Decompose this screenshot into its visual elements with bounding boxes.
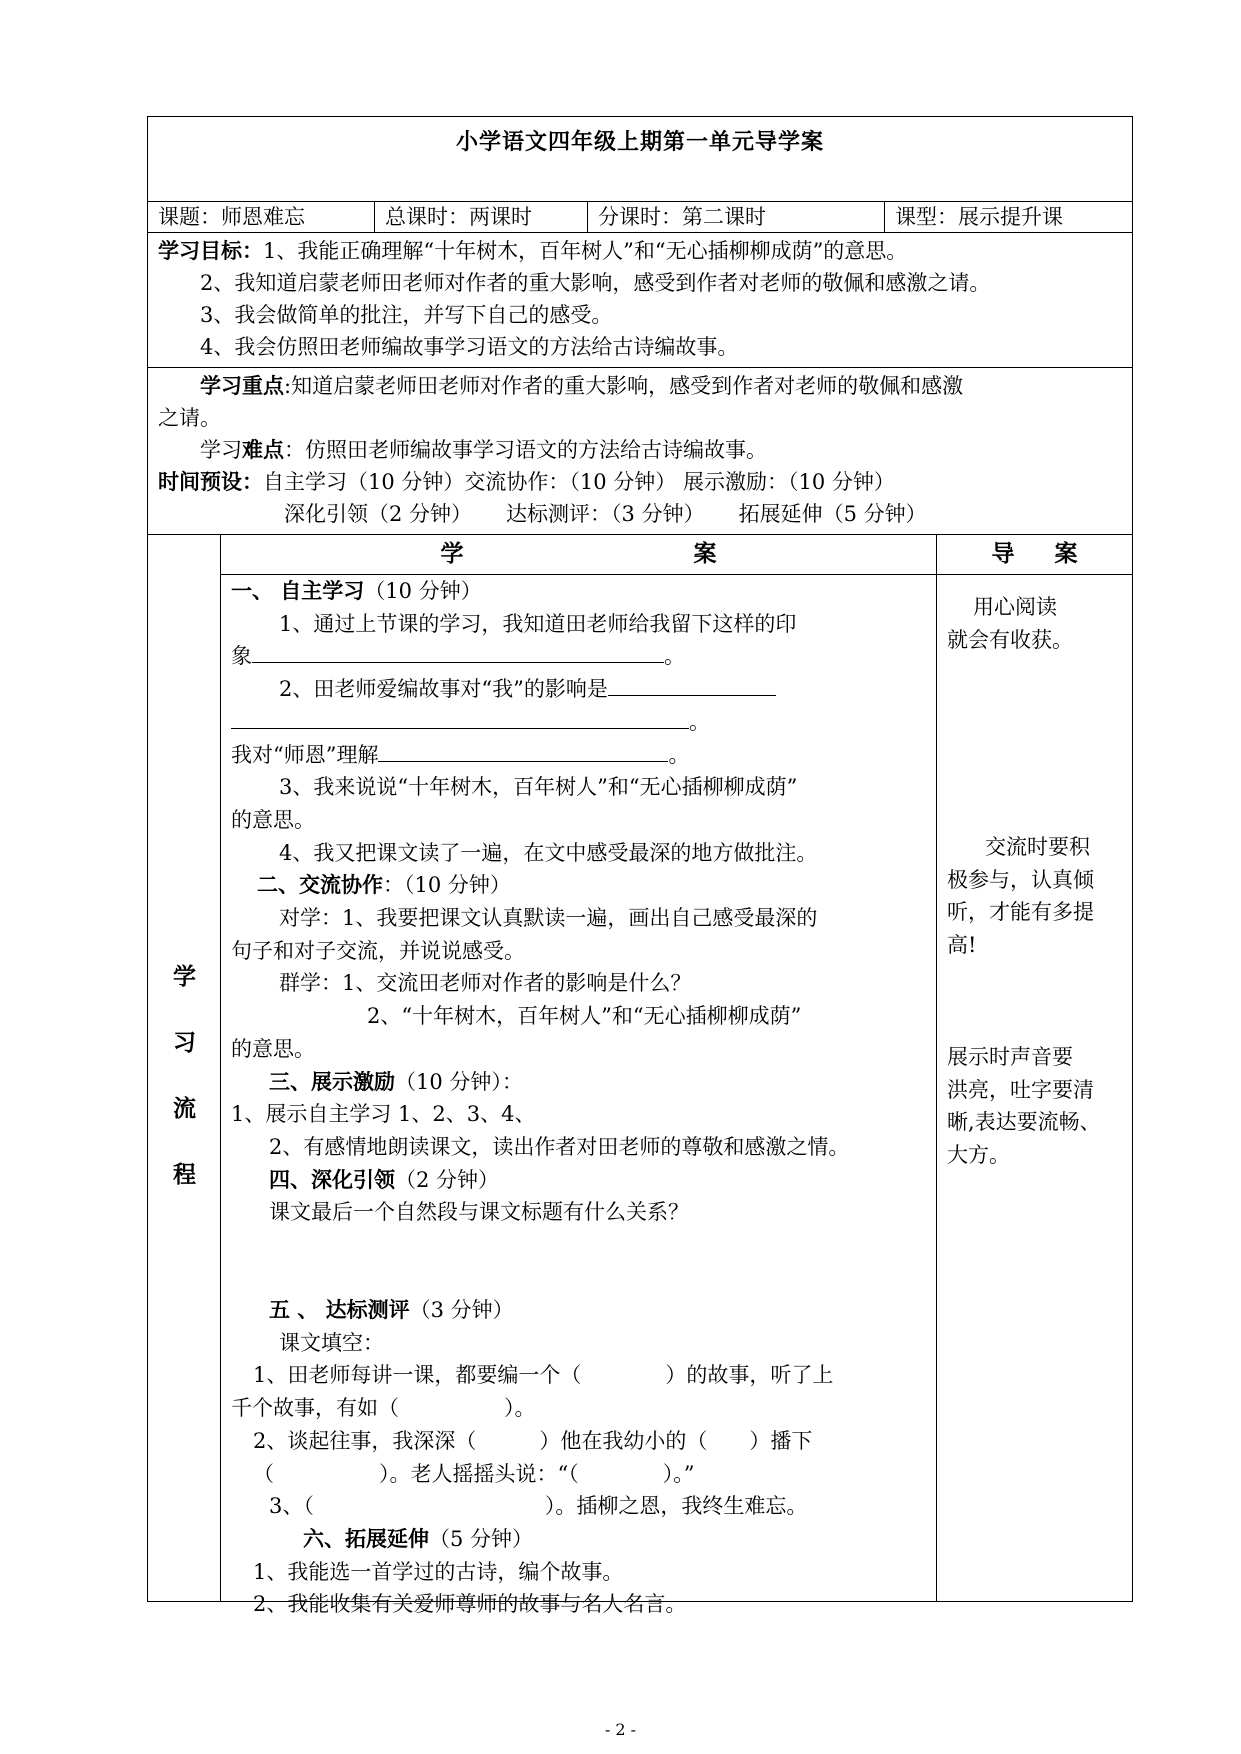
guidance-heading: 导 案 (937, 535, 1132, 575)
type-value: 展示提升课 (958, 205, 1063, 229)
side-char-4: 程 (173, 1161, 196, 1188)
guide-note-3: 展示时声音要 洪亮，吐字要清 晰,表达要流畅、 大方。 (947, 1045, 1101, 1168)
flow-side-label (148, 535, 221, 1601)
goal-line-3: 3、我会做简单的批注，并写下自己的感受。 (200, 303, 613, 327)
topic-value: 师恩难忘 (221, 205, 305, 229)
page-number: - 2 - (604, 1720, 637, 1739)
section-4-heading: 四、深化引领（2 分钟） (269, 1166, 500, 1192)
key-label: 学习重点 (200, 373, 284, 398)
split-value: 第二课时 (682, 205, 766, 229)
time-label: 时间预设： (158, 469, 263, 494)
total-hours-cell (375, 202, 588, 232)
guide-note-2: 交流时要积 极参与，认真倾 听，才能有多提 高! (947, 835, 1094, 958)
title-row (148, 117, 1132, 202)
total-value: 两课时 (469, 205, 532, 229)
study-plan-content: 一、 自主学习（10 分钟） 1、通过上节课的学习，我知道田老师给我留下这样的印 象 。 2、田老师爱编故事对“我”的影响是 。 我对“师恩”理解 。 3、我来说说“十年树木，百年树人”和“无心插柳柳成荫” 的意思。 4、我又把课文读了一遍，在文中感受最深的地方做批注。 二、交流协作：（10 分钟） 对学：1、我要把课文认真默读一遍，画出自己感受最深的 句子和对子交流，并说说感受。 群学：1、交流田老师对作者的影响是什么？ 2、“十年树木，百年树人”和“无心插柳柳成荫” 的意思。 三、展示激励（10 分钟）： 1、展示自主学习 1、2、3、4、 2、有感情地朗读课文，读出作者对田老师的尊敬和感激之情。 四、深化引领（2 分钟） 课文最后一个自然段与课文标题有什么关系？ 五 、 达标测评（3 分钟） 课文填空： 1、田老师每讲一课，都要编一个（ ）的故事，听了上 千个故事，有如（ ）。 2、谈起往事，我深深（ ）他在我幼小的（ ）播下 （ ）。老人摇摇头说：“（ ）。” 3、（ ）。插柳之恩，我终生难忘。 六、拓展延伸（5 分钟） 1、我能选一首学过的古诗，编个故事。 2、我能收集有关爱师尊师的故事与名人名言。 (221, 575, 936, 1621)
lesson-plan-table (147, 116, 1133, 1617)
answer-blank[interactable] (378, 739, 668, 762)
focus-row (148, 368, 1132, 535)
learning-flow-row (148, 535, 1132, 1617)
page-title: 小学语文四年级上期第一单元导学案 (455, 129, 824, 155)
split-label: 分课时： (598, 205, 682, 229)
section-6-heading: 六、拓展延伸（5 分钟） (303, 1525, 534, 1551)
section-5-heading: 五 、 达标测评（3 分钟） (269, 1297, 514, 1323)
answer-blank[interactable] (252, 640, 664, 663)
key-point-line: 学习重点:知道启蒙老师田老师对作者的重大影响，感受到作者对老师的敬佩和感激 (200, 373, 964, 398)
key-point-line-2: 之请。 (158, 406, 221, 430)
side-char-3: 流 (173, 1095, 196, 1122)
study-plan-column (221, 535, 937, 1617)
section-1-heading: 一、 自主学习（10 分钟） (231, 578, 482, 603)
topic-label: 课题： (158, 205, 221, 229)
study-plan-heading: 学 案 (221, 535, 936, 575)
side-char-1: 学 (173, 963, 196, 990)
info-row (148, 202, 1132, 233)
total-label: 总课时： (385, 205, 469, 229)
time-line-1: 时间预设：自主学习（10 分钟）交流协作：（10 分钟） 展示激励：（10 分钟） (158, 469, 895, 494)
goals-row (148, 233, 1132, 368)
difficulty-line: 学习难点：仿照田老师编故事学习语文的方法给古诗编故事。 (200, 437, 767, 462)
answer-blank[interactable] (608, 673, 776, 696)
goal-line-4: 4、我会仿照田老师编故事学习语文的方法给古诗编故事。 (200, 335, 739, 359)
goal-line-2: 2、我知道启蒙老师田老师对作者的重大影响，感受到作者对老师的敬佩和感激之请。 (200, 271, 991, 295)
goal-line-1: 学习目标：1、我能正确理解“十年树木，百年树人”和“无心插柳柳成荫”的意思。 (158, 238, 908, 263)
goals-label: 学习目标： (158, 238, 263, 263)
section-2-heading: 二、交流协作：（10 分钟） (257, 872, 511, 898)
answer-blank[interactable] (231, 706, 689, 729)
guide-note-1: 用心阅读 就会有收获。 (947, 595, 1073, 652)
topic-cell (148, 202, 375, 232)
time-line-2: 深化引领（2 分钟） 达标测评：（3 分钟） 拓展延伸（5 分钟） (284, 502, 927, 526)
difficulty-label: 难点 (242, 437, 284, 462)
guidance-column (937, 535, 1132, 1601)
section-3-heading: 三、展示激励（10 分钟）： (269, 1068, 523, 1094)
lesson-type-cell (885, 202, 1132, 232)
type-label: 课型： (895, 205, 958, 229)
side-char-2: 习 (173, 1029, 196, 1056)
period-cell (588, 202, 885, 232)
